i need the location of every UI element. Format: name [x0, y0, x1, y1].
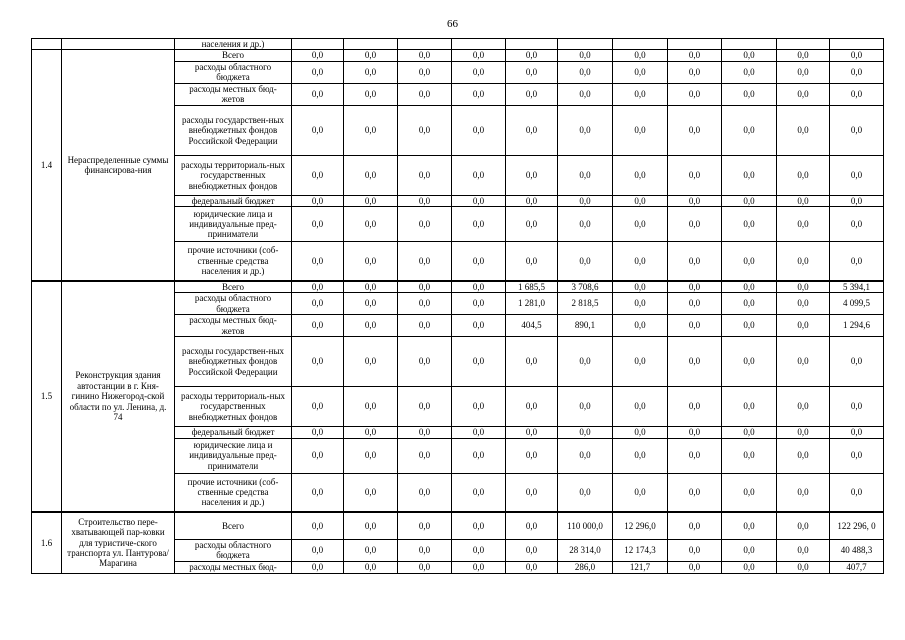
value-cell: 0,0: [506, 512, 558, 539]
value-cell: 0,0: [344, 155, 398, 195]
value-cell: 0,0: [777, 155, 830, 195]
value-cell: 122 296, 0: [830, 512, 884, 539]
value-cell: 0,0: [777, 315, 830, 337]
value-cell: 0,0: [292, 105, 344, 155]
value-cell: 0,0: [344, 50, 398, 61]
value-cell: 0,0: [506, 83, 558, 105]
value-cell: 0,0: [344, 61, 398, 83]
value-cell: 0,0: [722, 293, 777, 315]
source-cell: расходы территориаль-ных государственных внебюджетных фондов: [175, 155, 292, 195]
value-cell: 0,0: [668, 83, 722, 105]
value-cell: 0,0: [292, 427, 344, 438]
value-cell: 0,0: [830, 242, 884, 281]
value-cell: 0,0: [452, 337, 506, 387]
value-cell: 0,0: [452, 242, 506, 281]
value-cell: 0,0: [668, 561, 722, 573]
value-cell: 0,0: [292, 337, 344, 387]
value-cell: 0,0: [452, 83, 506, 105]
value-cell: 0,0: [398, 473, 452, 512]
value-cell: 0,0: [777, 427, 830, 438]
value-cell: 0,0: [613, 105, 668, 155]
source-cell: населения и др.): [175, 39, 292, 50]
value-cell: 0,0: [830, 337, 884, 387]
value-cell: 0,0: [398, 387, 452, 427]
value-cell: 0,0: [292, 50, 344, 61]
section-number: 1.5: [32, 281, 62, 512]
value-cell: 4 099,5: [830, 293, 884, 315]
source-cell: расходы местных бюд-жетов: [175, 315, 292, 337]
value-cell: 0,0: [777, 337, 830, 387]
value-cell: 12 174,3: [613, 539, 668, 561]
value-cell: 0,0: [613, 315, 668, 337]
value-cell: 0,0: [558, 207, 613, 242]
value-cell: 0,0: [722, 281, 777, 293]
value-cell: 0,0: [558, 83, 613, 105]
page-number: 66: [447, 18, 458, 30]
value-cell: 0,0: [344, 561, 398, 573]
value-cell: 0,0: [830, 207, 884, 242]
value-cell: 28 314,0: [558, 539, 613, 561]
value-cell: 0,0: [722, 105, 777, 155]
value-cell: 0,0: [613, 438, 668, 473]
value-cell: 0,0: [398, 207, 452, 242]
value-cell: 0,0: [777, 438, 830, 473]
value-cell: 0,0: [398, 561, 452, 573]
value-cell: 407,7: [830, 561, 884, 573]
value-cell: 0,0: [722, 195, 777, 206]
value-cell: 0,0: [344, 281, 398, 293]
value-cell: 0,0: [452, 105, 506, 155]
table-row: [32, 512, 884, 539]
value-cell: 0,0: [558, 242, 613, 281]
value-cell: [398, 39, 452, 50]
value-cell: 0,0: [613, 337, 668, 387]
value-cell: 0,0: [344, 293, 398, 315]
value-cell: 0,0: [452, 195, 506, 206]
value-cell: 0,0: [398, 281, 452, 293]
value-cell: 0,0: [613, 50, 668, 61]
value-cell: 0,0: [668, 50, 722, 61]
section-name: Строительство пере-хватывающей пар-ковки для туристиче-ского транспорта ул. Пантурова/Марагина: [62, 512, 175, 573]
value-cell: 0,0: [722, 427, 777, 438]
value-cell: 0,0: [506, 337, 558, 387]
source-cell: расходы местных бюд-: [175, 561, 292, 573]
value-cell: 0,0: [777, 242, 830, 281]
value-cell: 0,0: [613, 207, 668, 242]
value-cell: 0,0: [613, 427, 668, 438]
value-cell: 121,7: [613, 561, 668, 573]
value-cell: 0,0: [830, 473, 884, 512]
value-cell: [344, 39, 398, 50]
num-cell: [32, 39, 62, 50]
value-cell: [722, 39, 777, 50]
value-cell: 0,0: [668, 387, 722, 427]
value-cell: 0,0: [668, 539, 722, 561]
value-cell: 0,0: [344, 83, 398, 105]
value-cell: 0,0: [722, 83, 777, 105]
value-cell: 0,0: [398, 427, 452, 438]
source-cell: прочие источники (соб-ственные средства населения и др.): [175, 473, 292, 512]
value-cell: 0,0: [722, 61, 777, 83]
value-cell: 0,0: [558, 105, 613, 155]
value-cell: 0,0: [668, 105, 722, 155]
value-cell: 0,0: [722, 337, 777, 387]
value-cell: [777, 39, 830, 50]
value-cell: 0,0: [777, 105, 830, 155]
value-cell: 0,0: [292, 281, 344, 293]
value-cell: 0,0: [292, 512, 344, 539]
financing-table: [31, 38, 884, 574]
section-number: 1.6: [32, 512, 62, 573]
value-cell: 0,0: [777, 195, 830, 206]
value-cell: 0,0: [558, 387, 613, 427]
source-cell: расходы местных бюд-жетов: [175, 83, 292, 105]
value-cell: 0,0: [668, 512, 722, 539]
value-cell: 0,0: [292, 242, 344, 281]
source-cell: расходы областного бюджета: [175, 293, 292, 315]
value-cell: 1 281,0: [506, 293, 558, 315]
value-cell: 0,0: [558, 61, 613, 83]
value-cell: 0,0: [830, 438, 884, 473]
value-cell: 0,0: [613, 387, 668, 427]
table-row: [32, 50, 884, 61]
value-cell: 0,0: [668, 195, 722, 206]
value-cell: 0,0: [668, 427, 722, 438]
value-cell: 0,0: [613, 61, 668, 83]
value-cell: 1 685,5: [506, 281, 558, 293]
value-cell: 0,0: [668, 242, 722, 281]
value-cell: 0,0: [452, 539, 506, 561]
value-cell: 0,0: [292, 438, 344, 473]
value-cell: 286,0: [558, 561, 613, 573]
value-cell: 0,0: [292, 539, 344, 561]
value-cell: 0,0: [613, 293, 668, 315]
value-cell: 0,0: [344, 315, 398, 337]
source-cell: расходы государствен-ных внебюджетных фондов Российской Федерации: [175, 105, 292, 155]
value-cell: 0,0: [452, 281, 506, 293]
value-cell: 0,0: [613, 155, 668, 195]
source-cell: расходы областного бюджета: [175, 539, 292, 561]
value-cell: 0,0: [292, 561, 344, 573]
value-cell: 0,0: [452, 512, 506, 539]
value-cell: 0,0: [668, 315, 722, 337]
value-cell: 0,0: [558, 50, 613, 61]
value-cell: 0,0: [668, 281, 722, 293]
value-cell: 0,0: [830, 427, 884, 438]
value-cell: 0,0: [777, 473, 830, 512]
value-cell: 0,0: [398, 539, 452, 561]
value-cell: 890,1: [558, 315, 613, 337]
value-cell: 0,0: [558, 337, 613, 387]
value-cell: 0,0: [830, 83, 884, 105]
source-cell: расходы государствен-ных внебюджетных фондов Российской Федерации: [175, 337, 292, 387]
value-cell: [830, 39, 884, 50]
value-cell: 0,0: [668, 207, 722, 242]
value-cell: 0,0: [777, 512, 830, 539]
value-cell: 0,0: [452, 561, 506, 573]
value-cell: 0,0: [830, 61, 884, 83]
source-cell: расходы областного бюджета: [175, 61, 292, 83]
value-cell: 0,0: [292, 293, 344, 315]
value-cell: 0,0: [452, 427, 506, 438]
value-cell: 0,0: [777, 281, 830, 293]
value-cell: [292, 39, 344, 50]
value-cell: 3 708,6: [558, 281, 613, 293]
value-cell: [613, 39, 668, 50]
value-cell: 0,0: [292, 61, 344, 83]
value-cell: 0,0: [722, 315, 777, 337]
value-cell: 0,0: [292, 315, 344, 337]
value-cell: 0,0: [777, 50, 830, 61]
value-cell: 0,0: [613, 195, 668, 206]
value-cell: 0,0: [506, 473, 558, 512]
value-cell: 0,0: [344, 473, 398, 512]
value-cell: 0,0: [668, 473, 722, 512]
value-cell: [668, 39, 722, 50]
value-cell: 0,0: [398, 293, 452, 315]
value-cell: [506, 39, 558, 50]
value-cell: 0,0: [668, 337, 722, 387]
value-cell: 0,0: [613, 83, 668, 105]
table-row: [32, 39, 884, 50]
value-cell: 0,0: [452, 315, 506, 337]
value-cell: 0,0: [398, 512, 452, 539]
value-cell: 0,0: [344, 105, 398, 155]
value-cell: 0,0: [722, 50, 777, 61]
value-cell: 0,0: [506, 155, 558, 195]
value-cell: 0,0: [722, 207, 777, 242]
value-cell: 0,0: [830, 387, 884, 427]
value-cell: 0,0: [398, 315, 452, 337]
section-name: Нераспределенные суммы финансирова-ния: [62, 50, 175, 281]
value-cell: 0,0: [722, 155, 777, 195]
source-cell: юридические лица и индивидуальные пред-приниматели: [175, 438, 292, 473]
value-cell: 0,0: [506, 539, 558, 561]
value-cell: 0,0: [777, 387, 830, 427]
value-cell: 0,0: [398, 438, 452, 473]
value-cell: 0,0: [452, 61, 506, 83]
value-cell: 0,0: [506, 438, 558, 473]
value-cell: 0,0: [830, 105, 884, 155]
value-cell: 0,0: [398, 155, 452, 195]
source-cell: Всего: [175, 50, 292, 61]
table-row: [32, 281, 884, 293]
value-cell: 0,0: [398, 195, 452, 206]
value-cell: 0,0: [344, 242, 398, 281]
value-cell: 0,0: [344, 427, 398, 438]
value-cell: 0,0: [344, 438, 398, 473]
value-cell: 0,0: [558, 155, 613, 195]
value-cell: 0,0: [830, 195, 884, 206]
value-cell: [558, 39, 613, 50]
value-cell: 110 000,0: [558, 512, 613, 539]
value-cell: 0,0: [613, 281, 668, 293]
value-cell: 0,0: [398, 105, 452, 155]
value-cell: 40 488,3: [830, 539, 884, 561]
value-cell: 0,0: [777, 61, 830, 83]
value-cell: 0,0: [506, 50, 558, 61]
value-cell: [452, 39, 506, 50]
value-cell: 0,0: [292, 387, 344, 427]
value-cell: 0,0: [668, 155, 722, 195]
value-cell: 2 818,5: [558, 293, 613, 315]
value-cell: 5 394,1: [830, 281, 884, 293]
value-cell: 0,0: [398, 337, 452, 387]
value-cell: 0,0: [613, 242, 668, 281]
value-cell: 0,0: [777, 207, 830, 242]
value-cell: 0,0: [777, 561, 830, 573]
value-cell: 0,0: [292, 83, 344, 105]
value-cell: 0,0: [344, 195, 398, 206]
value-cell: 0,0: [292, 155, 344, 195]
source-cell: Всего: [175, 512, 292, 539]
value-cell: 0,0: [344, 512, 398, 539]
value-cell: 0,0: [668, 438, 722, 473]
value-cell: 0,0: [722, 387, 777, 427]
value-cell: 0,0: [722, 539, 777, 561]
value-cell: 0,0: [344, 387, 398, 427]
value-cell: 0,0: [506, 105, 558, 155]
table-body: [32, 39, 884, 574]
value-cell: 0,0: [452, 293, 506, 315]
section-number: 1.4: [32, 50, 62, 281]
value-cell: 12 296,0: [613, 512, 668, 539]
value-cell: 0,0: [398, 83, 452, 105]
value-cell: 0,0: [398, 242, 452, 281]
name-cell: [62, 39, 175, 50]
value-cell: 0,0: [398, 61, 452, 83]
value-cell: 0,0: [452, 473, 506, 512]
value-cell: 0,0: [558, 438, 613, 473]
value-cell: 0,0: [506, 61, 558, 83]
source-cell: Всего: [175, 281, 292, 293]
value-cell: 0,0: [722, 512, 777, 539]
value-cell: 0,0: [777, 539, 830, 561]
value-cell: 0,0: [344, 207, 398, 242]
source-cell: федеральный бюджет: [175, 427, 292, 438]
value-cell: 404,5: [506, 315, 558, 337]
value-cell: 0,0: [506, 387, 558, 427]
value-cell: 0,0: [452, 207, 506, 242]
value-cell: 0,0: [344, 539, 398, 561]
value-cell: 0,0: [452, 438, 506, 473]
value-cell: 0,0: [668, 61, 722, 83]
value-cell: 0,0: [506, 242, 558, 281]
value-cell: 1 294,6: [830, 315, 884, 337]
value-cell: 0,0: [344, 337, 398, 387]
value-cell: 0,0: [452, 50, 506, 61]
value-cell: 0,0: [668, 293, 722, 315]
value-cell: 0,0: [506, 427, 558, 438]
value-cell: 0,0: [292, 207, 344, 242]
section-name: Реконструкция здания автостанции в г. Кня-гинино Нижегород-ской области по ул. Ленина, д. 74: [62, 281, 175, 512]
value-cell: 0,0: [558, 473, 613, 512]
value-cell: 0,0: [452, 387, 506, 427]
value-cell: 0,0: [613, 473, 668, 512]
value-cell: 0,0: [506, 207, 558, 242]
value-cell: 0,0: [830, 50, 884, 61]
value-cell: 0,0: [722, 242, 777, 281]
value-cell: 0,0: [777, 293, 830, 315]
value-cell: 0,0: [777, 83, 830, 105]
source-cell: прочие источники (соб-ственные средства населения и др.): [175, 242, 292, 281]
source-cell: федеральный бюджет: [175, 195, 292, 206]
value-cell: 0,0: [722, 561, 777, 573]
value-cell: 0,0: [292, 473, 344, 512]
value-cell: 0,0: [452, 155, 506, 195]
value-cell: 0,0: [722, 473, 777, 512]
source-cell: юридические лица и индивидуальные пред-приниматели: [175, 207, 292, 242]
value-cell: 0,0: [558, 195, 613, 206]
source-cell: расходы территориаль-ных государственных внебюджетных фондов: [175, 387, 292, 427]
value-cell: 0,0: [506, 561, 558, 573]
value-cell: 0,0: [292, 195, 344, 206]
value-cell: 0,0: [558, 427, 613, 438]
value-cell: 0,0: [830, 155, 884, 195]
value-cell: 0,0: [398, 50, 452, 61]
value-cell: 0,0: [722, 438, 777, 473]
value-cell: 0,0: [506, 195, 558, 206]
